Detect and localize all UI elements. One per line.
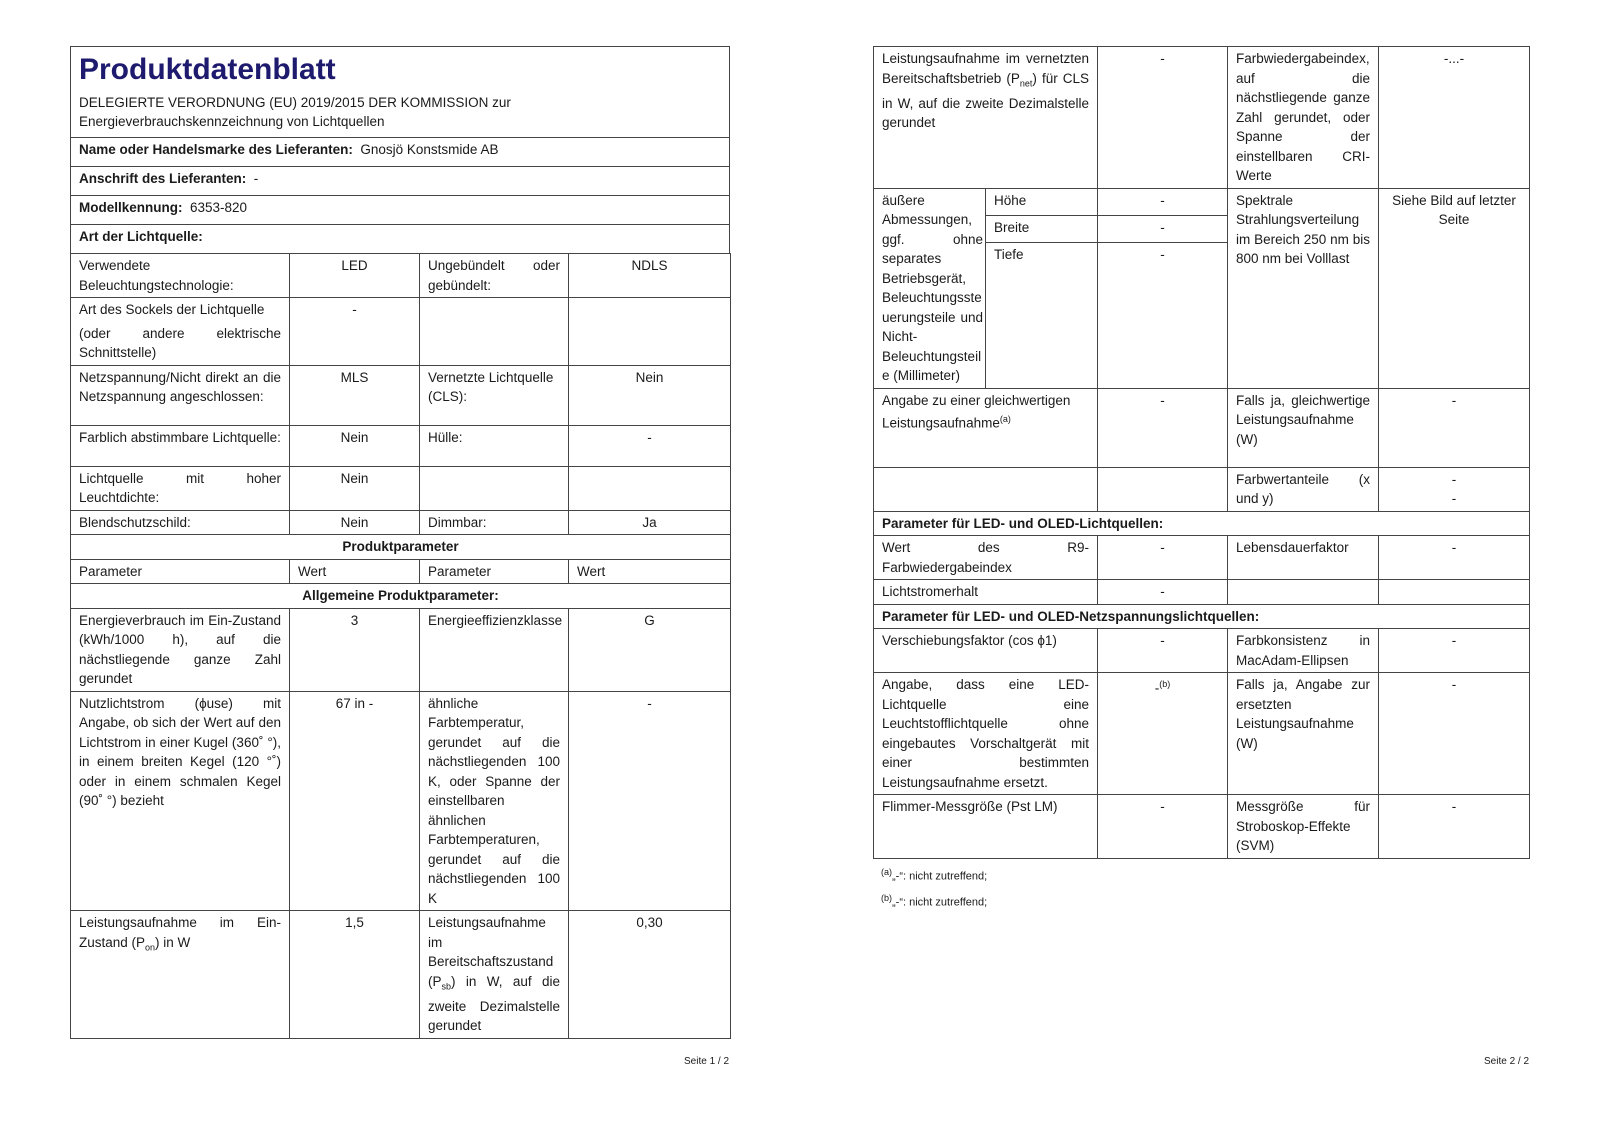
- tunable-value: Nein: [290, 425, 420, 466]
- displacement-factor-label: Verschiebungsfaktor (cos ϕ1): [874, 629, 1098, 673]
- height-value: -: [1098, 188, 1228, 215]
- col-header-parameter: Parameter: [71, 559, 290, 584]
- cls-label: Vernetzte Lichtquelle (CLS):: [420, 365, 569, 425]
- height-label: Höhe: [986, 188, 1098, 215]
- replaced-power-label: Falls ja, Angabe zur ersetzten Leistungsaufnahme (W): [1228, 673, 1379, 795]
- lumen-maintenance-value: -: [1098, 580, 1228, 605]
- cct-label: ähnliche Farbtemperatur, gerundet auf die nächstliegenden 100 K, oder Spanne der einstellbaren ähnlichen Farbtemperaturen, gerundet auf die nächstliegenden 100 K: [420, 691, 569, 911]
- general-params-heading: Allgemeine Produktparameter:: [71, 584, 731, 609]
- supplier-address-label: Anschrift des Lieferanten:: [79, 171, 247, 186]
- chromaticity-x-value: -: [1451, 471, 1457, 487]
- led-mains-params-heading: Parameter für LED- und OLED-Netzspannungslichtquellen:: [874, 604, 1530, 629]
- bundled-label: Ungebündelt oder gebündelt:: [420, 254, 569, 298]
- chromaticity-label: Farbwertanteile (x und y): [1228, 467, 1379, 511]
- regulation-line-2: Energieverbrauchskennzeichnung von Lichtquellen: [79, 114, 385, 129]
- dimmable-value: Ja: [569, 510, 731, 535]
- r9-label: Wert des R9-Farbwiedergabeindex: [874, 536, 1098, 580]
- page-2: [873, 46, 1529, 914]
- led-params-heading: Parameter für LED- und OLED-Lichtquellen:: [874, 511, 1530, 536]
- cct-value: -: [569, 691, 731, 911]
- colour-consistency-label: Farbkonsistenz in MacAdam-Ellipsen: [1228, 629, 1379, 673]
- replaced-power-value: -: [1379, 673, 1530, 795]
- header-table: [70, 46, 730, 254]
- energy-consumption-value: 3: [290, 608, 420, 691]
- regulation-line-1: DELEGIERTE VERORDNUNG (EU) 2019/2015 DER KOMMISSION zur: [79, 95, 511, 110]
- spd-value: Siehe Bild auf letzter Seite: [1379, 188, 1530, 388]
- document-title: Produktdatenblatt: [79, 53, 336, 86]
- socket-label-2: (oder andere elektrische Schnittstelle): [79, 325, 281, 360]
- fluorescent-replacement-label: Angabe, dass eine LED-Lichtquelle eine Leuchtstofflichtquelle ohne eingebautes Vorschaltgerät mit einer bestimmten Leistungsaufnahme ersetzt.: [874, 673, 1098, 795]
- energy-consumption-label: Energieverbrauch im Ein-Zustand (kWh/1000 h), auf die nächstliegende ganze Zahl gerundet: [71, 608, 290, 691]
- glare-shield-value: Nein: [290, 510, 420, 535]
- survival-factor-label: Lebensdauerfaktor: [1228, 536, 1379, 580]
- equivalent-power-claim-value: -: [1098, 388, 1228, 467]
- spd-label: Spektrale Strahlungsverteilung im Bereich 250 nm bis 800 nm bei Volllast: [1228, 188, 1379, 388]
- cls-value: Nein: [569, 365, 731, 425]
- networked-standby-power-label: Leistungsaufnahme im vernetzten Bereitschaftsbetrieb $(P_{net})$ für CLS in W, auf die zweite Dezimalstelle gerundet: [874, 47, 1098, 189]
- networked-standby-power-value: -: [1098, 47, 1228, 189]
- standby-power-value: 0,30: [569, 911, 731, 1039]
- col-header-value-2: Wert: [569, 559, 731, 584]
- product-params-heading: Produktparameter: [71, 535, 731, 560]
- depth-value: -: [1098, 243, 1228, 388]
- flicker-metric-value: -: [1098, 795, 1228, 859]
- page-number-2: Seite 2 / 2: [1484, 1056, 1530, 1067]
- socket-value: -: [290, 298, 420, 366]
- tech-value: LED: [290, 254, 420, 298]
- supplier-address-value: -: [253, 171, 259, 186]
- model-value: 6353-820: [190, 200, 248, 215]
- r9-value: -: [1098, 536, 1228, 580]
- on-mode-power-value: 1,5: [290, 911, 420, 1039]
- width-label: Breite: [986, 215, 1098, 242]
- footnotes: [881, 861, 1529, 914]
- cri-value: -...-: [1379, 47, 1530, 189]
- luminous-flux-label: Nutzlichtstrom (ϕuse) mit Angabe, ob sich der Wert auf den Lichtstrom in einer Kugel (360˚ °), in einem breiten Kegel (120 °˚) oder in einem schmalen Kegel (90˚ °) bezieht: [71, 691, 290, 911]
- mains-value: MLS: [290, 365, 420, 425]
- flicker-metric-label: Flimmer-Messgröße (Pst LM): [874, 795, 1098, 859]
- cri-label: Farbwiedergabeindex, auf die nächstliegende ganze Zahl gerundet, oder Spanne der einstellbaren CRI-Werte: [1228, 47, 1379, 189]
- mains-label: Netzspannung/Nicht direkt an die Netzspannung angeschlossen:: [71, 365, 290, 425]
- supplier-name-value: Gnosjö Konstsmide AB: [360, 142, 499, 157]
- stroboscopic-metric-value: -: [1379, 795, 1530, 859]
- energy-class-label: Energieeffizienzklasse: [420, 608, 569, 691]
- envelope-value: -: [569, 425, 731, 466]
- colour-consistency-value: -: [1379, 629, 1530, 673]
- equivalent-power-value: -: [1379, 388, 1530, 467]
- footnote-a: $^{(a)}$„-“: nicht zutreffend;: [881, 866, 988, 883]
- tech-label: Verwendete Beleuchtungstechnologie:: [71, 254, 290, 298]
- light-source-type-label: Art der Lichtquelle:: [79, 229, 203, 244]
- socket-label: Art des Sockels der Lichtquelle: [79, 302, 265, 317]
- dimensions-label: äußere Abmessungen, ggf. ohne separates Betriebsgerät, Beleuchtungssteuerungsteile und Nicht-Beleuchtungsteile (Millimeter): [874, 188, 986, 388]
- col-header-parameter-2: Parameter: [420, 559, 569, 584]
- fluorescent-replacement-value: -$^{(b)}$: [1098, 673, 1228, 795]
- depth-label: Tiefe: [986, 243, 1098, 388]
- light-source-table: [70, 253, 731, 1039]
- tunable-label: Farblich abstimmbare Lichtquelle:: [71, 425, 290, 466]
- high-luminance-value: Nein: [290, 466, 420, 510]
- envelope-label: Hülle:: [420, 425, 569, 466]
- width-value: -: [1098, 215, 1228, 242]
- params-table-2: [873, 46, 1530, 859]
- energy-class-value: G: [569, 608, 731, 691]
- equivalent-power-label: Falls ja, gleichwertige Leistungsaufnahme (W): [1228, 388, 1379, 467]
- glare-shield-label: Blendschutzschild:: [71, 510, 290, 535]
- footnote-b: $^{(b)}$„-“: nicht zutreffend;: [881, 893, 988, 909]
- bundled-value: NDLS: [569, 254, 731, 298]
- equivalent-power-claim-label: Angabe zu einer gleichwertigen Leistungsaufnahme$^{(a)}$: [874, 388, 1098, 467]
- dimmable-label: Dimmbar:: [420, 510, 569, 535]
- chromaticity-y-value: -: [1451, 491, 1457, 506]
- model-label: Modellkennung:: [79, 200, 183, 215]
- on-mode-power-label: Leistungsaufnahme im Ein-Zustand $(P_{on})$ in W: [71, 911, 290, 1039]
- survival-factor-value: -: [1379, 536, 1530, 580]
- high-luminance-label: Lichtquelle mit hoher Leuchtdichte:: [71, 466, 290, 510]
- page-number-1: Seite 1 / 2: [684, 1056, 730, 1067]
- luminous-flux-value: 67 in -: [290, 691, 420, 911]
- page-1: [70, 46, 730, 1039]
- standby-power-label: Leistungsaufnahme im Bereitschaftszustand $(P_{sb})$ in W, auf die zweite Dezimalstelle gerundet: [420, 911, 569, 1039]
- supplier-name-label: Name oder Handelsmarke des Lieferanten:: [79, 142, 353, 157]
- stroboscopic-metric-label: Messgröße für Stroboskop-Effekte (SVM): [1228, 795, 1379, 859]
- lumen-maintenance-label: Lichtstromerhalt: [874, 580, 1098, 605]
- col-header-value: Wert: [290, 559, 420, 584]
- displacement-factor-value: -: [1098, 629, 1228, 673]
